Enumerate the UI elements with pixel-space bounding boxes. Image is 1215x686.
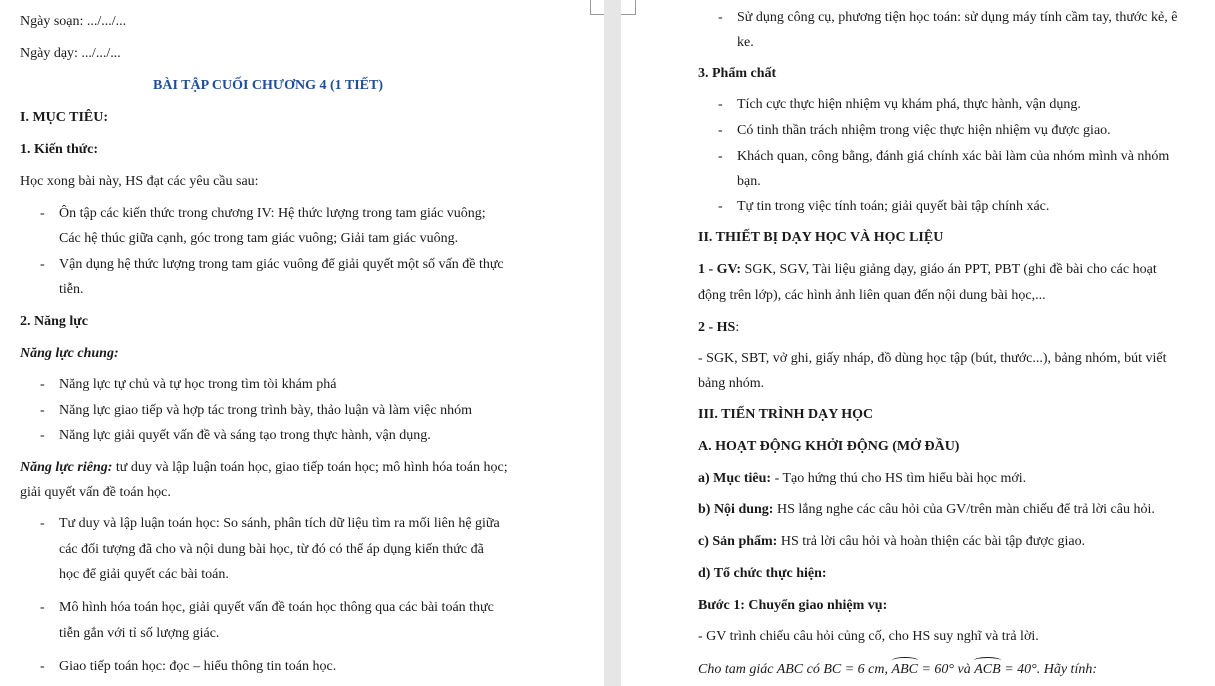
heading-warmup-activity: A. HOẠT ĐỘNG KHỞI ĐỘNG (MỞ ĐẦU) — [698, 439, 960, 454]
section-objectives: I. MỤC TIÊU: — [20, 110, 109, 125]
reasoning-line-1: Tư duy và lập luận toán học: So sánh, phân tích dữ liệu tìm ra mối liên hệ giữa — [59, 516, 500, 531]
knowledge-item-2-line-2: tiễn. — [59, 282, 84, 297]
teaching-date: Ngày dạy: .../.../... — [20, 46, 121, 61]
quality-item-3-line-1: Khách quan, công bằng, đánh giá chính xác bài làm của nhóm mình và nhóm — [737, 149, 1170, 164]
bullet-dash: - — [718, 10, 723, 25]
knowledge-item-2-line-1: Vận dụng hệ thức lượng trong tam giác vuông để giải quyết một số vấn đề thực — [59, 257, 504, 272]
document-page-right — [621, 0, 1215, 686]
teacher-materials-line-1 — [698, 261, 1157, 279]
tools-line-2: ke. — [737, 35, 754, 50]
teacher-materials-line-2: động trên lớp), các hình ảnh liên quan đến nội dung bài học,... — [698, 288, 1046, 303]
specific-competence-label: Năng lực riêng: — [20, 460, 113, 475]
student-heading — [698, 319, 739, 337]
preparation-date: Ngày soạn: .../.../... — [20, 14, 127, 29]
bullet-dash: - — [40, 377, 45, 392]
bullet-dash: - — [718, 199, 723, 214]
triangle-problem-statement — [698, 661, 1097, 679]
step-1-heading: Bước 1: Chuyển giao nhiệm vụ: — [698, 598, 888, 613]
knowledge-item-1-line-1: Ôn tập các kiến thức trong chương IV: Hệ thức lượng trong tam giác vuông; — [59, 206, 486, 221]
competence-item-3: Năng lực giải quyết vấn đề và sáng tạo trong thực hành, vận dụng. — [59, 428, 431, 443]
quality-item-3-line-2: bạn. — [737, 174, 761, 189]
quality-item-4: Tự tin trong việc tính toán; giải quyết bài tập chính xác. — [737, 199, 1050, 214]
bullet-dash: - — [40, 403, 45, 418]
objective-line — [698, 470, 1026, 488]
quality-item-1: Tích cực thực hiện nhiệm vụ khám phá, thực hành, vận dụng. — [737, 97, 1081, 112]
product-label: c) Sản phẩm: — [698, 534, 778, 549]
knowledge-item-1-line-2: Các hệ thúc giữa cạnh, góc trong tam giác vuông; Giải tam giác vuông. — [59, 231, 459, 246]
reasoning-line-3: học để giải quyết các bài toán. — [59, 567, 229, 582]
document-page-left — [0, 0, 604, 686]
bullet-dash: - — [718, 97, 723, 112]
heading-knowledge: 1. Kiến thức: — [20, 142, 99, 157]
problem-text-2: = 60° và — [917, 662, 975, 677]
heading-competence: 2. Năng lực — [20, 314, 88, 329]
student-label: 2 - HS — [698, 320, 736, 335]
organization-heading: d) Tổ chức thực hiện: — [698, 566, 827, 581]
specific-competence-text: tư duy và lập luận toán học, giao tiếp toán học; mô hình hóa toán học; — [112, 460, 508, 475]
content-label: b) Nội dung: — [698, 502, 774, 517]
bullet-dash: - — [40, 428, 45, 443]
content-text: HS lắng nghe các câu hỏi của GV/trên màn chiếu để trả lời câu hỏi. — [773, 502, 1155, 517]
communication-item: Giao tiếp toán học: đọc – hiểu thông tin toán học. — [59, 659, 337, 674]
bullet-dash: - — [40, 206, 45, 221]
reasoning-line-2: các đối tượng đã cho và nội dung bài học, từ đó có thể áp dụng kiến thức đã — [59, 542, 484, 557]
tools-line-1: Sử dụng công cụ, phương tiện học toán: sử dụng máy tính cầm tay, thước kẻ, ê — [737, 10, 1178, 25]
problem-text-1: Cho tam giác ABC có BC = 6 cm, — [698, 662, 892, 677]
angle-abc: ABC — [891, 662, 918, 677]
lesson-title: BÀI TẬP CUỐI CHƯƠNG 4 (1 TIẾT) — [153, 78, 383, 93]
student-materials-line-1: - SGK, SBT, vở ghi, giấy nháp, đồ dùng học tập (bút, thước...), bảng nhóm, bút viết — [698, 351, 1167, 366]
objective-label: a) Mục tiêu: — [698, 471, 772, 486]
student-colon: : — [735, 320, 740, 335]
bullet-dash: - — [718, 123, 723, 138]
specific-competence — [20, 459, 508, 477]
product-text: HS trả lời câu hỏi và hoàn thiện các bài tập được giao. — [777, 534, 1086, 549]
competence-item-1: Năng lực tự chủ và tự học trong tìm tòi khám phá — [59, 377, 337, 392]
page-corner-mark — [590, 0, 604, 15]
requirements-intro: Học xong bài này, HS đạt các yêu cầu sau: — [20, 174, 259, 189]
bullet-dash: - — [718, 149, 723, 164]
objective-text: - Tạo hứng thú cho HS tìm hiểu bài học mới. — [771, 471, 1027, 486]
bullet-dash: - — [40, 516, 45, 531]
teacher-projection-line: - GV trình chiếu câu hỏi củng cố, cho HS suy nghĩ và trả lời. — [698, 629, 1039, 644]
problem-text-3: = 40°. Hãy tính: — [1000, 662, 1097, 677]
page-corner-mark — [621, 0, 636, 15]
product-line — [698, 533, 1085, 551]
competence-item-2: Năng lực giao tiếp và hợp tác trong trình bày, thảo luận và làm việc nhóm — [59, 403, 472, 418]
bullet-dash: - — [40, 600, 45, 615]
teacher-label: 1 - GV: — [698, 262, 742, 277]
section-equipment: II. THIẾT BỊ DẠY HỌC VÀ HỌC LIỆU — [698, 230, 944, 245]
modeling-line-1: Mô hình hóa toán học, giải quyết vấn đề toán học thông qua các bài toán thực — [59, 600, 494, 615]
teacher-materials-text: SGK, SGV, Tài liệu giảng dạy, giáo án PPT, PBT (ghi đề bài cho các hoạt — [741, 262, 1157, 277]
section-teaching-process: III. TIẾN TRÌNH DẠY HỌC — [698, 407, 874, 422]
heading-general-competence: Năng lực chung: — [20, 346, 119, 361]
specific-competence-line-2: giải quyết vấn đề toán học. — [20, 485, 171, 500]
heading-qualities: 3. Phẩm chất — [698, 66, 777, 81]
angle-acb: ACB — [974, 662, 1001, 677]
student-materials-line-2: bảng nhóm. — [698, 376, 765, 391]
bullet-dash: - — [40, 257, 45, 272]
bullet-dash: - — [40, 659, 45, 674]
quality-item-2: Có tinh thần trách nhiệm trong việc thực hiện nhiệm vụ được giao. — [737, 123, 1111, 138]
content-line — [698, 501, 1155, 519]
modeling-line-2: tiễn gắn với tỉ số lượng giác. — [59, 626, 220, 641]
